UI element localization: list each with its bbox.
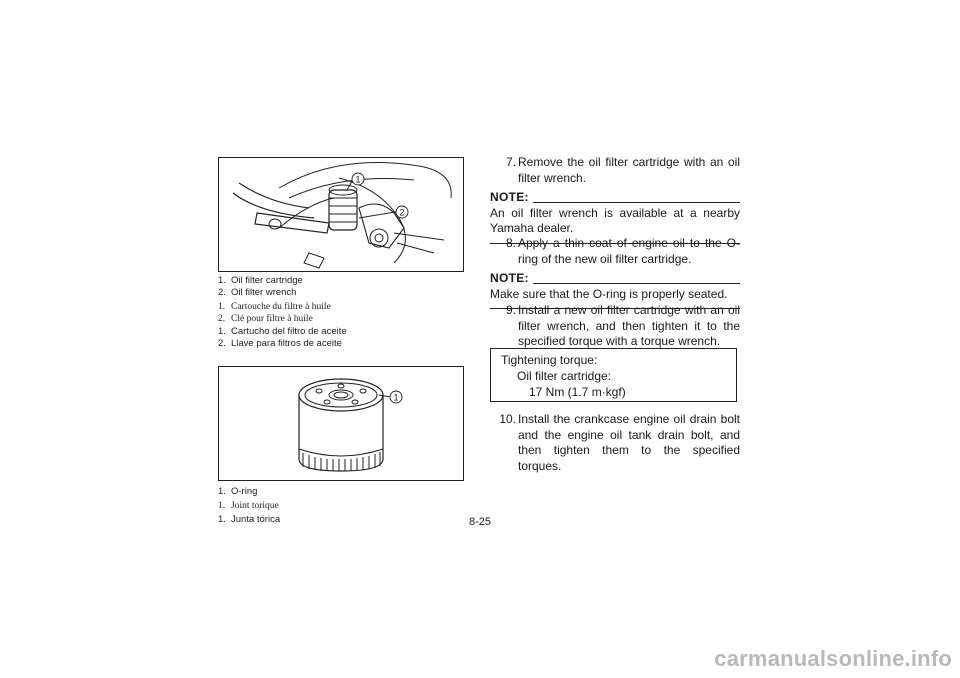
note-label: NOTE:	[490, 190, 529, 204]
figure2-caption-fr	[218, 500, 279, 512]
oil-filter-wrench-illustration	[219, 158, 463, 271]
note-text: An oil filter wrench is available at a nearby Yamaha dealer.	[490, 205, 740, 235]
caption-item: 1. Oil filter cartridge	[218, 275, 303, 286]
figure-oil-filter-removal	[218, 157, 464, 272]
caption-item: 1. Junta tórica	[218, 514, 281, 525]
oil-filter-cartridge-illustration	[219, 367, 463, 480]
torque-title: Tightening torque:	[501, 353, 598, 367]
caption-item: 2. Clé pour filtre à huile	[218, 314, 313, 324]
callout-1: 1	[393, 392, 399, 403]
note-label: NOTE:	[490, 271, 529, 285]
step-7: 7. Remove the oil filter cartridge with an oil filter wrench.	[505, 155, 740, 185]
figure1-captions-fr	[218, 301, 331, 325]
torque-value: 17 Nm (1.7 m·kgf)	[529, 385, 626, 399]
callout-1: 1	[355, 174, 361, 185]
page-number: 8-25	[468, 516, 492, 528]
figure-oil-filter-cartridge	[218, 366, 464, 481]
figure1-captions-es	[218, 326, 347, 350]
note-text: Make sure that the O-ring is properly seated.	[490, 286, 728, 301]
figure1-captions-en	[218, 275, 303, 299]
torque-spec-box	[490, 348, 737, 402]
watermark-footer: carmanualsonline.info	[714, 646, 952, 671]
step-8: 8. Apply a thin coat of engine oil to the O-ring of the new oil filter cartridge.	[505, 236, 740, 266]
torque-item: Oil filter cartridge:	[517, 369, 612, 383]
caption-item: 1. O-ring	[218, 486, 258, 497]
caption-item: 2. Oil filter wrench	[218, 287, 297, 298]
caption-item: 2. Llave para filtros de aceite	[218, 338, 342, 349]
step-9: 9. Install a new oil filter cartridge with an oil filter wrench, and then tighten it to the specified torque with a torque wrench.	[505, 303, 740, 348]
caption-item: 1. Cartucho del filtro de aceite	[218, 326, 347, 337]
callout-2: 2	[399, 207, 405, 218]
caption-item: 1. Cartouche du filtre à huile	[218, 302, 331, 312]
figure2-caption-en	[218, 486, 257, 498]
caption-item: 1. Joint torique	[218, 501, 279, 511]
step-10: 10. Install the crankcase engine oil drain bolt and the engine oil tank drain bolt, and then tighten them to the specified torques.	[499, 412, 740, 473]
